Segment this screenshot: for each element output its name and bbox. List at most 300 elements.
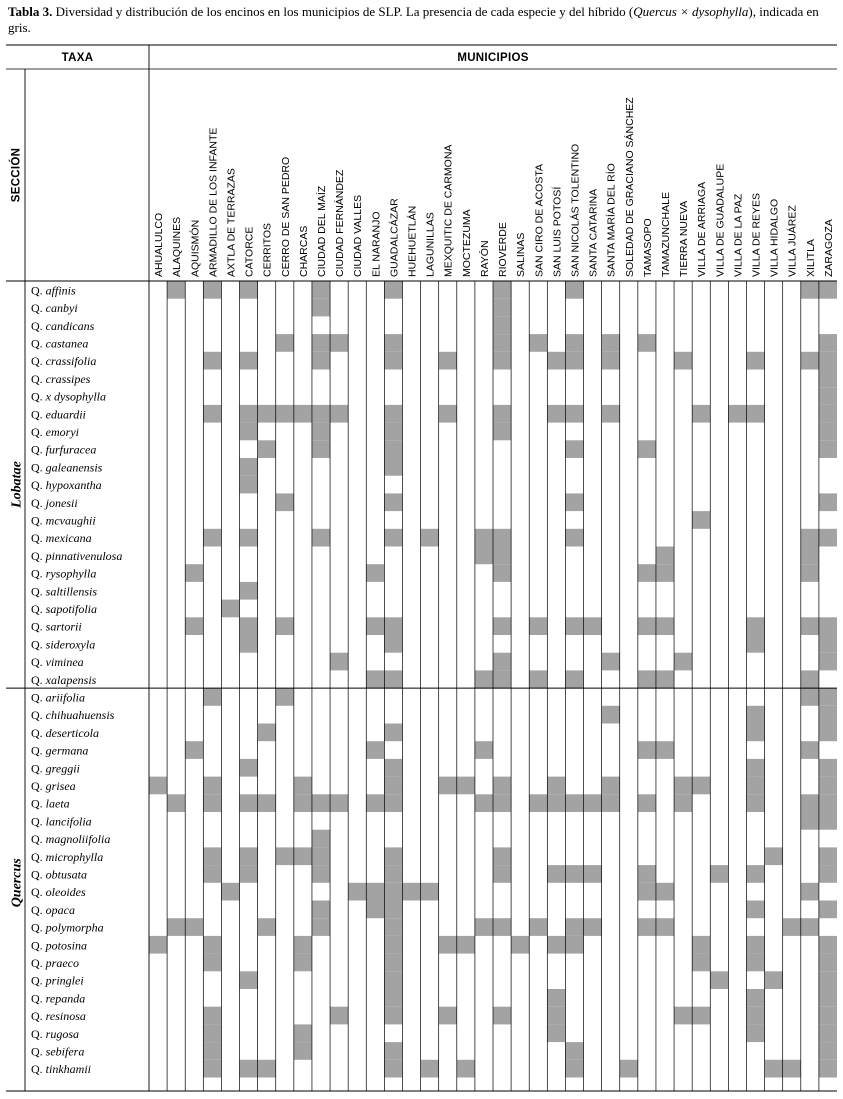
taxon-name: Q. mexicana bbox=[31, 531, 92, 546]
section-label: Quercus bbox=[9, 858, 25, 908]
presence-cell bbox=[746, 724, 764, 742]
municipio-label: SAN LUIS POTOSÍ bbox=[551, 186, 564, 277]
presence-cell bbox=[240, 582, 258, 600]
taxon-name: Q. lancifolia bbox=[31, 814, 92, 829]
presence-cell bbox=[547, 936, 565, 954]
presence-cell bbox=[203, 352, 221, 370]
taxon-name: Q. resinosa bbox=[31, 1009, 86, 1024]
presence-cell bbox=[692, 511, 710, 529]
presence-cell bbox=[602, 706, 620, 724]
taxa-header: TAXA bbox=[61, 52, 94, 64]
presence-cell bbox=[493, 564, 511, 582]
presence-cell bbox=[384, 670, 402, 688]
presence-cell bbox=[801, 688, 819, 706]
presence-cell bbox=[240, 476, 258, 494]
presence-cell bbox=[819, 954, 837, 972]
municipio-label: SOLEDAD DE GRACIANO SÁNCHEZ bbox=[623, 97, 636, 277]
presence-cell bbox=[565, 1042, 583, 1060]
municipio-label: MEXQUITIC DE CARMONA bbox=[442, 144, 455, 277]
presence-cell bbox=[384, 458, 402, 476]
presence-cell bbox=[421, 1060, 439, 1078]
presence-cell bbox=[746, 405, 764, 423]
presence-cell bbox=[312, 830, 330, 848]
municipio-label: CATORCE bbox=[243, 226, 256, 277]
presence-cell bbox=[240, 405, 258, 423]
caption-hybrid: Quercus × dysophylla bbox=[633, 4, 749, 19]
presence-cell bbox=[384, 1060, 402, 1078]
taxon-name: Q. sebifera bbox=[31, 1044, 85, 1059]
taxon-name: Q. canbyi bbox=[31, 301, 78, 316]
presence-cell bbox=[819, 405, 837, 423]
presence-cell bbox=[801, 670, 819, 688]
municipio-label: VILLA DE ARRIAGA bbox=[696, 181, 709, 277]
presence-cell bbox=[366, 901, 384, 919]
presence-cell bbox=[819, 370, 837, 388]
municipio-label: SANTA CATARINA bbox=[587, 188, 600, 277]
presence-cell bbox=[312, 794, 330, 812]
presence-cell bbox=[765, 1060, 783, 1078]
presence-cell bbox=[565, 670, 583, 688]
presence-cell bbox=[819, 440, 837, 458]
presence-cell bbox=[547, 865, 565, 883]
taxon-name: Q. affinis bbox=[31, 283, 76, 298]
presence-cell bbox=[312, 865, 330, 883]
taxon-name: Q. greggii bbox=[31, 761, 80, 776]
presence-cell bbox=[294, 794, 312, 812]
taxon-name: Q. rugosa bbox=[31, 1026, 80, 1041]
presence-cell bbox=[746, 759, 764, 777]
presence-cell bbox=[149, 936, 167, 954]
presence-cell bbox=[384, 954, 402, 972]
presence-cell bbox=[384, 971, 402, 989]
taxon-name: Q. castanea bbox=[31, 336, 89, 351]
presence-cell bbox=[258, 724, 276, 742]
presence-cell bbox=[819, 971, 837, 989]
presence-cell bbox=[384, 901, 402, 919]
presence-cell bbox=[312, 334, 330, 352]
municipio-label: AXTLA DE TERRAZAS bbox=[225, 168, 238, 277]
presence-cell bbox=[565, 352, 583, 370]
presence-cell bbox=[493, 865, 511, 883]
municipio-label: CERRO DE SAN PEDRO bbox=[279, 156, 292, 277]
presence-cell bbox=[801, 883, 819, 901]
presence-cell bbox=[384, 724, 402, 742]
presence-cell bbox=[801, 547, 819, 565]
presence-cell bbox=[493, 777, 511, 795]
presence-cell bbox=[475, 741, 493, 759]
presence-cell bbox=[493, 918, 511, 936]
presence-cell bbox=[439, 777, 457, 795]
presence-cell bbox=[457, 777, 475, 795]
municipio-label: ALAQUINES bbox=[171, 216, 184, 277]
presence-cell bbox=[185, 617, 203, 635]
presence-cell bbox=[765, 971, 783, 989]
presence-cell bbox=[312, 299, 330, 317]
caption-text: Diversidad y distribución de los encinos en los municipios de SLP. La presencia de cada especie y del híbrido ( bbox=[52, 4, 634, 19]
municipio-label: SANTA MARÍA DEL RÍO bbox=[605, 163, 618, 277]
presence-cell bbox=[529, 617, 547, 635]
presence-cell bbox=[692, 1007, 710, 1025]
presence-cell bbox=[384, 352, 402, 370]
presence-cell bbox=[493, 653, 511, 671]
presence-cell bbox=[330, 794, 348, 812]
municipio-label: TAMAZUNCHALE bbox=[660, 192, 672, 277]
presence-cell bbox=[819, 423, 837, 441]
presence-cell bbox=[167, 281, 185, 299]
municipio-label: RAYÓN bbox=[478, 240, 491, 277]
presence-cell bbox=[656, 547, 674, 565]
presence-cell bbox=[185, 741, 203, 759]
municipio-label: CIUDAD FERNÁNDEZ bbox=[334, 169, 347, 277]
presence-cell bbox=[384, 493, 402, 511]
taxon-name: Q. galeanensis bbox=[31, 460, 103, 475]
presence-cell bbox=[240, 423, 258, 441]
presence-cell bbox=[547, 1007, 565, 1025]
presence-cell bbox=[475, 547, 493, 565]
presence-cell bbox=[240, 1060, 258, 1078]
presence-cell bbox=[203, 529, 221, 547]
presence-cell bbox=[565, 794, 583, 812]
presence-cell bbox=[819, 936, 837, 954]
presence-cell bbox=[203, 777, 221, 795]
presence-cell bbox=[638, 741, 656, 759]
presence-cell bbox=[276, 405, 294, 423]
presence-cell bbox=[203, 936, 221, 954]
presence-cell bbox=[240, 635, 258, 653]
presence-cell bbox=[746, 635, 764, 653]
presence-cell bbox=[819, 794, 837, 812]
presence-cell bbox=[511, 936, 529, 954]
presence-cell bbox=[240, 281, 258, 299]
presence-cell bbox=[529, 670, 547, 688]
presence-cell bbox=[366, 883, 384, 901]
presence-cell bbox=[819, 901, 837, 919]
presence-cell bbox=[240, 865, 258, 883]
presence-cell bbox=[185, 918, 203, 936]
presence-cell bbox=[258, 794, 276, 812]
presence-cell bbox=[638, 440, 656, 458]
municipio-label: VILLA DE LA PAZ bbox=[732, 193, 745, 277]
municipio-label: AQUISMÓN bbox=[189, 219, 202, 277]
presence-cell bbox=[547, 352, 565, 370]
presence-cell bbox=[819, 635, 837, 653]
municipio-label: EL NARANJO bbox=[370, 211, 383, 277]
presence-cell bbox=[203, 405, 221, 423]
section-label: Lobatae bbox=[9, 461, 25, 508]
taxon-name: Q. crassipes bbox=[31, 371, 91, 386]
presence-cell bbox=[240, 971, 258, 989]
presence-cell bbox=[819, 688, 837, 706]
presence-cell bbox=[203, 1042, 221, 1060]
municipio-label: SALINAS bbox=[515, 232, 528, 277]
presence-cell bbox=[149, 777, 167, 795]
presence-cell bbox=[638, 564, 656, 582]
presence-cell bbox=[384, 440, 402, 458]
presence-cell bbox=[493, 670, 511, 688]
presence-cell bbox=[294, 405, 312, 423]
taxon-name: Q. saltillensis bbox=[31, 584, 98, 599]
presence-cell bbox=[547, 1024, 565, 1042]
presence-cell bbox=[366, 564, 384, 582]
presence-cell bbox=[439, 936, 457, 954]
presence-cell bbox=[565, 529, 583, 547]
presence-cell bbox=[384, 865, 402, 883]
municipio-label: VILLA DE REYES bbox=[750, 192, 763, 277]
presence-cell bbox=[529, 334, 547, 352]
municipio-label: CERRITOS bbox=[261, 222, 274, 277]
presence-cell bbox=[312, 405, 330, 423]
taxon-name: Q. candicans bbox=[31, 318, 95, 333]
presence-cell bbox=[674, 352, 692, 370]
presence-cell bbox=[276, 847, 294, 865]
presence-cell bbox=[746, 617, 764, 635]
presence-cell bbox=[819, 1060, 837, 1078]
presence-cell bbox=[819, 812, 837, 830]
presence-cell bbox=[801, 617, 819, 635]
presence-cell bbox=[602, 777, 620, 795]
presence-cell bbox=[366, 670, 384, 688]
presence-cell bbox=[384, 777, 402, 795]
presence-cell bbox=[203, 954, 221, 972]
presence-cell bbox=[276, 493, 294, 511]
presence-cell bbox=[330, 653, 348, 671]
presence-cell bbox=[565, 493, 583, 511]
presence-cell bbox=[312, 901, 330, 919]
presence-cell bbox=[819, 865, 837, 883]
presence-cell bbox=[366, 741, 384, 759]
presence-cell bbox=[746, 352, 764, 370]
presence-cell bbox=[565, 918, 583, 936]
taxon-name: Q. repanda bbox=[31, 991, 86, 1006]
presence-cell bbox=[203, 1060, 221, 1078]
presence-cell bbox=[547, 989, 565, 1007]
presence-cell bbox=[312, 281, 330, 299]
presence-cell bbox=[565, 405, 583, 423]
caption-text-end: ), indicada en gris. bbox=[8, 4, 819, 35]
presence-cell bbox=[312, 423, 330, 441]
presence-cell bbox=[547, 794, 565, 812]
presence-cell bbox=[638, 865, 656, 883]
presence-cell bbox=[475, 794, 493, 812]
taxon-name: Q. eduardii bbox=[31, 407, 86, 422]
presence-cell bbox=[330, 405, 348, 423]
municipio-label: TAMASOPO bbox=[641, 218, 654, 277]
presence-cell bbox=[565, 440, 583, 458]
presence-cell bbox=[384, 918, 402, 936]
presence-cell bbox=[366, 617, 384, 635]
presence-cell bbox=[547, 405, 565, 423]
presence-cell bbox=[674, 1007, 692, 1025]
presence-cell bbox=[384, 883, 402, 901]
presence-cell bbox=[203, 1007, 221, 1025]
municipio-label: TIERRA NUEVA bbox=[678, 200, 691, 277]
taxon-name: Q. rysophylla bbox=[31, 566, 97, 581]
taxon-name: Q. polymorpha bbox=[31, 920, 104, 935]
presence-cell bbox=[384, 1007, 402, 1025]
presence-cell bbox=[565, 281, 583, 299]
presence-cell bbox=[384, 334, 402, 352]
presence-cell bbox=[765, 847, 783, 865]
presence-cell bbox=[203, 847, 221, 865]
presence-cell bbox=[819, 334, 837, 352]
presence-cell bbox=[638, 794, 656, 812]
presence-cell bbox=[294, 847, 312, 865]
presence-cell bbox=[330, 334, 348, 352]
presence-cell bbox=[746, 901, 764, 919]
presence-cell bbox=[384, 1042, 402, 1060]
presence-cell bbox=[819, 1007, 837, 1025]
presence-cell bbox=[185, 564, 203, 582]
presence-cell bbox=[240, 458, 258, 476]
presence-cell bbox=[819, 706, 837, 724]
presence-cell bbox=[294, 936, 312, 954]
taxon-name: Q. mcvaughii bbox=[31, 513, 96, 528]
taxon-name: Q. oleoides bbox=[31, 885, 86, 900]
presence-cell bbox=[457, 936, 475, 954]
taxon-name: Q. praeco bbox=[31, 955, 79, 970]
presence-cell bbox=[384, 617, 402, 635]
presence-cell bbox=[656, 670, 674, 688]
presence-cell bbox=[565, 334, 583, 352]
presence-cell bbox=[221, 600, 239, 618]
presence-cell bbox=[710, 865, 728, 883]
taxon-name: Q. tinkhamii bbox=[31, 1062, 91, 1077]
presence-cell bbox=[384, 847, 402, 865]
presence-cell bbox=[294, 1024, 312, 1042]
presence-cell bbox=[692, 936, 710, 954]
municipio-label: SAN NICOLÁS TOLENTINO bbox=[569, 143, 582, 277]
taxon-name: Q. sartorii bbox=[31, 619, 82, 634]
presence-cell bbox=[746, 865, 764, 883]
presence-cell bbox=[384, 635, 402, 653]
presence-cell bbox=[819, 529, 837, 547]
presence-cell bbox=[692, 777, 710, 795]
presence-cell bbox=[801, 352, 819, 370]
taxon-name: Q. xalapensis bbox=[31, 672, 97, 687]
presence-cell bbox=[801, 812, 819, 830]
presence-cell bbox=[674, 777, 692, 795]
municipio-label: VILLA JUÁREZ bbox=[786, 205, 799, 277]
presence-cell bbox=[529, 918, 547, 936]
municipios-header: MUNICIPIOS bbox=[457, 52, 529, 64]
presence-cell bbox=[493, 334, 511, 352]
taxon-name: Q. hypoxantha bbox=[31, 478, 102, 493]
presence-cell bbox=[638, 883, 656, 901]
presence-cell bbox=[240, 759, 258, 777]
presence-cell bbox=[493, 794, 511, 812]
presence-cell bbox=[584, 617, 602, 635]
presence-cell bbox=[384, 989, 402, 1007]
taxon-name: Q. jonesii bbox=[31, 495, 78, 510]
presence-cell bbox=[439, 405, 457, 423]
presence-cell bbox=[240, 794, 258, 812]
presence-cell bbox=[276, 688, 294, 706]
presence-cell bbox=[819, 1024, 837, 1042]
presence-cell bbox=[203, 281, 221, 299]
taxon-name: Q. microphylla bbox=[31, 849, 104, 864]
taxon-name: Q. germana bbox=[31, 743, 89, 758]
presence-cell bbox=[746, 777, 764, 795]
municipio-label: MOCTEZUMA bbox=[460, 209, 473, 277]
presence-cell bbox=[674, 794, 692, 812]
presence-cell bbox=[439, 352, 457, 370]
presence-cell bbox=[602, 352, 620, 370]
presence-cell bbox=[565, 1060, 583, 1078]
presence-cell bbox=[819, 847, 837, 865]
presence-cell bbox=[240, 352, 258, 370]
presence-cell bbox=[439, 1007, 457, 1025]
presence-cell bbox=[710, 971, 728, 989]
presence-cell bbox=[819, 493, 837, 511]
taxon-name: Q. opaca bbox=[31, 902, 75, 917]
presence-cell bbox=[384, 936, 402, 954]
presence-cell bbox=[203, 794, 221, 812]
presence-cell bbox=[384, 423, 402, 441]
presence-cell bbox=[656, 741, 674, 759]
presence-cell bbox=[294, 954, 312, 972]
municipio-label: ARMADILLO DE LOS INFANTE bbox=[207, 127, 220, 277]
presence-cell bbox=[783, 1060, 801, 1078]
presence-cell bbox=[475, 529, 493, 547]
taxon-name: Q. potosina bbox=[31, 938, 88, 953]
municipio-label: GUADALCÁZAR bbox=[388, 198, 401, 277]
presence-cell bbox=[493, 847, 511, 865]
presence-cell bbox=[493, 405, 511, 423]
taxon-name: Q. laeta bbox=[31, 796, 70, 811]
presence-cell bbox=[203, 688, 221, 706]
presence-cell bbox=[493, 281, 511, 299]
presence-cell bbox=[312, 440, 330, 458]
presence-cell bbox=[493, 299, 511, 317]
presence-cell bbox=[656, 564, 674, 582]
presence-cell bbox=[384, 405, 402, 423]
presence-cell bbox=[421, 883, 439, 901]
presence-cell bbox=[801, 529, 819, 547]
presence-cell bbox=[312, 352, 330, 370]
presence-cell bbox=[819, 352, 837, 370]
presence-cell bbox=[221, 883, 239, 901]
taxon-name: Q. magnoliifolia bbox=[31, 832, 111, 847]
presence-cell bbox=[240, 847, 258, 865]
taxon-name: Q. crassifolia bbox=[31, 354, 97, 369]
presence-cell bbox=[276, 334, 294, 352]
presence-cell bbox=[493, 547, 511, 565]
presence-cell bbox=[547, 777, 565, 795]
municipio-label: LAGUNILLAS bbox=[424, 212, 437, 277]
presence-cell bbox=[312, 529, 330, 547]
presence-cell bbox=[529, 794, 547, 812]
presence-cell bbox=[819, 617, 837, 635]
presence-cell bbox=[493, 423, 511, 441]
municipio-label: CIUDAD VALLES bbox=[352, 194, 365, 277]
presence-cell bbox=[656, 883, 674, 901]
presence-cell bbox=[366, 794, 384, 812]
presence-cell bbox=[801, 918, 819, 936]
taxon-name: Q. obtusata bbox=[31, 867, 88, 882]
presence-cell bbox=[674, 653, 692, 671]
presence-cell bbox=[203, 865, 221, 883]
presence-cell bbox=[493, 529, 511, 547]
presence-cell bbox=[656, 918, 674, 936]
presence-cell bbox=[746, 794, 764, 812]
municipio-label: CHARCAS bbox=[297, 225, 310, 277]
taxon-name: Q. sapotifolia bbox=[31, 601, 98, 616]
presence-cell bbox=[819, 989, 837, 1007]
taxon-name: Q. ariifolia bbox=[31, 690, 86, 705]
presence-cell bbox=[493, 352, 511, 370]
presence-cell bbox=[167, 918, 185, 936]
presence-cell bbox=[819, 724, 837, 742]
